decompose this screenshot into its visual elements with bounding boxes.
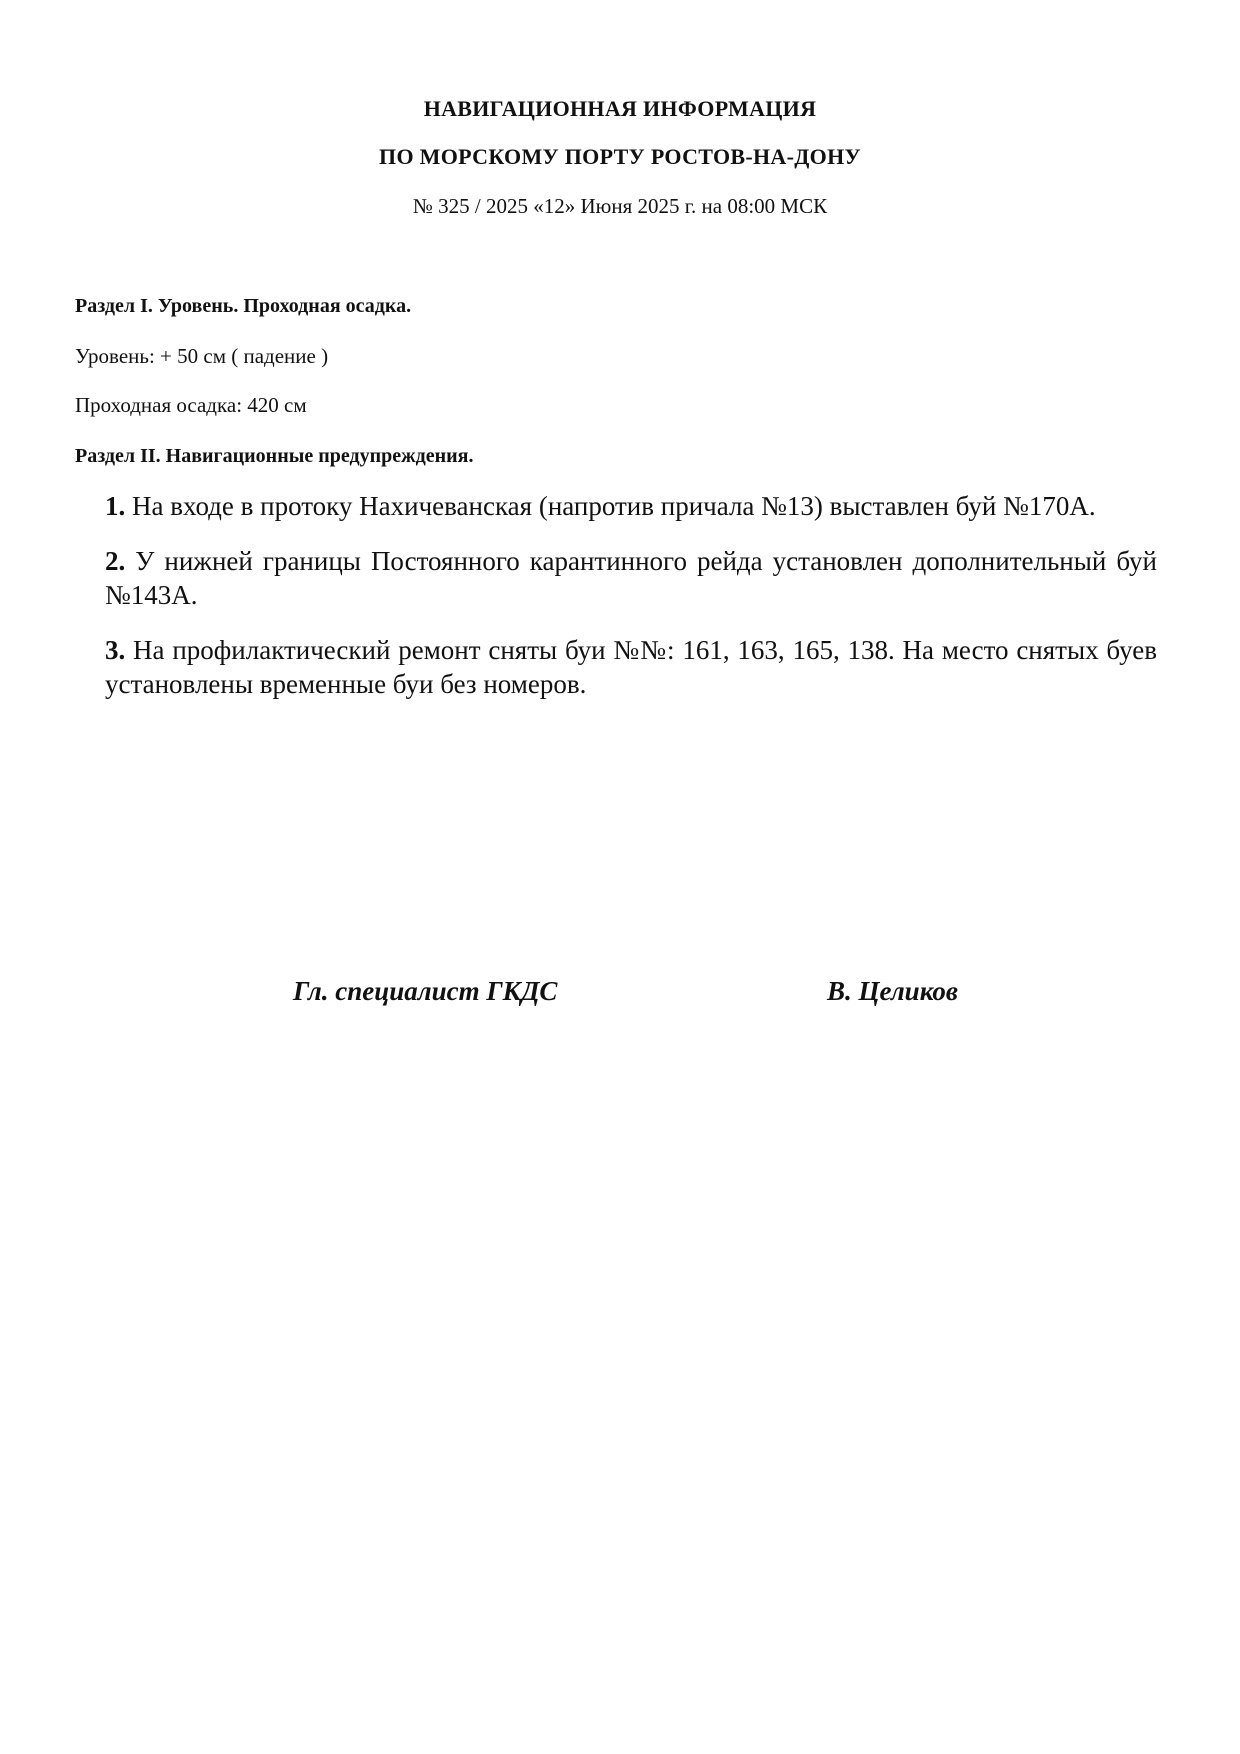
warning-text: У нижней границы Постоянного карантинного рейда установлен дополнительный буй №143А. — [105, 546, 1157, 610]
document-title-line-1: НАВИГАЦИОННАЯ ИНФОРМАЦИЯ — [423, 96, 817, 121]
warning-item — [105, 544, 1157, 612]
document-title-line-2: ПО МОРСКОМУ ПОРТУ РОСТОВ-НА-ДОНУ — [379, 144, 861, 169]
warning-number: 1. — [105, 491, 126, 521]
signature-name: В. Целиков — [827, 976, 958, 1006]
warning-item — [105, 633, 1157, 701]
section-2-heading: Раздел II. Навигационные предупреждения. — [75, 445, 474, 467]
warning-number: 3. — [105, 635, 126, 665]
warning-item — [105, 489, 1157, 523]
signature-role: Гл. специалист ГКДС — [293, 976, 558, 1006]
section-1-heading: Раздел I. Уровень. Проходная осадка. — [75, 295, 412, 317]
navigation-warnings-list — [105, 489, 1157, 722]
document-number-date: № 325 / 2025 «12» Июня 2025 г. на 08:00 МСК — [412, 194, 828, 218]
passage-draft: Проходная осадка: 420 см — [75, 393, 307, 417]
warning-text: На входе в протоку Нахичеванская (напротив причала №13) выставлен буй №170А. — [125, 491, 1096, 521]
warning-text: На профилактический ремонт сняты буи №№: 161, 163, 165, 138. На место снятых буев установлены временные буи без номеров. — [105, 635, 1157, 699]
water-level: Уровень: + 50 см ( падение ) — [75, 344, 329, 368]
warning-number: 2. — [105, 546, 126, 576]
